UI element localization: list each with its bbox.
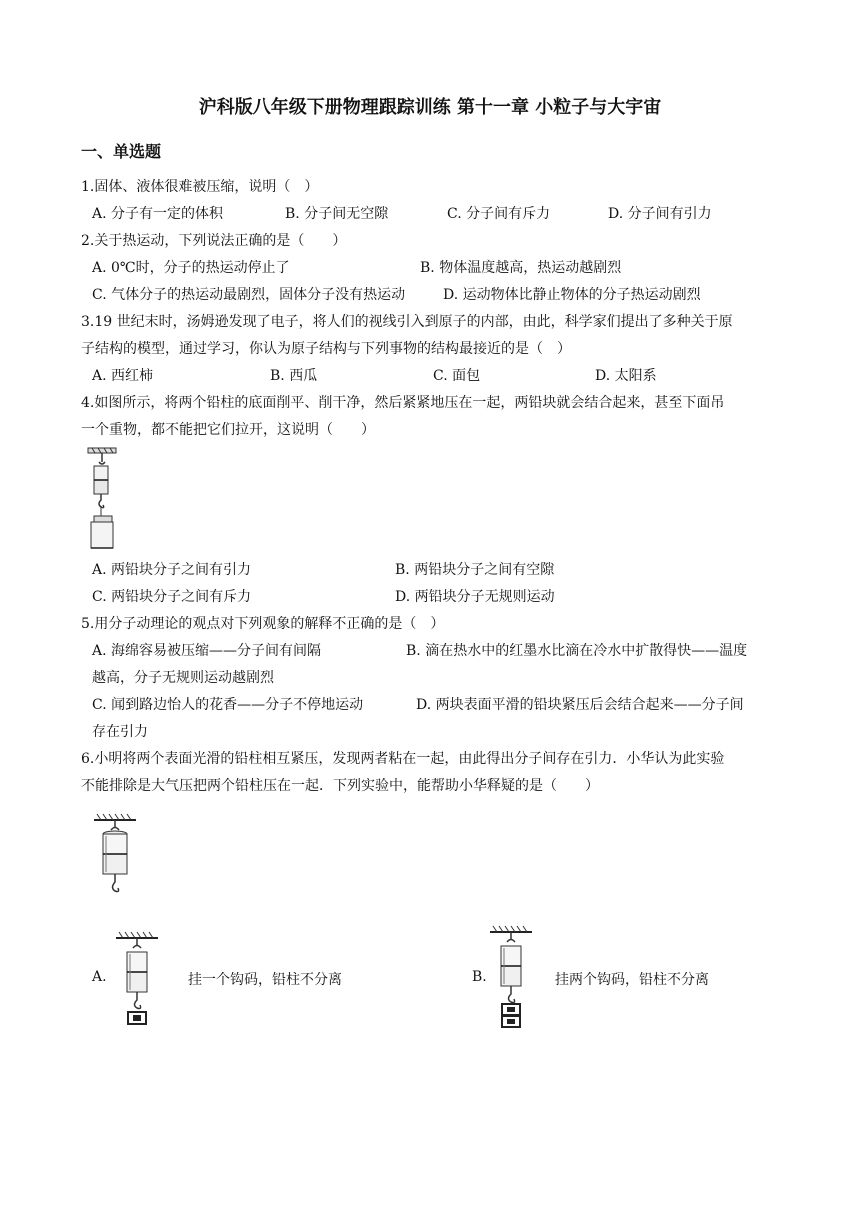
- question-5-option-a[interactable]: A. 海绵容易被压缩——分子间有间隔: [92, 643, 322, 659]
- section-heading: 一、单选题: [81, 142, 162, 161]
- question-4-option-a[interactable]: A. 两铅块分子之间有引力: [92, 562, 252, 578]
- question-1-option-c[interactable]: C. 分子间有斥力: [447, 206, 551, 222]
- question-2-option-b[interactable]: B. 物体温度越高，热运动越剧烈: [420, 260, 622, 276]
- question-2-option-d[interactable]: D. 运动物体比静止物体的分子热运动剧烈: [443, 287, 701, 303]
- question-6-lead-cylinder-figure: [92, 812, 138, 898]
- question-4-option-b[interactable]: B. 两铅块分子之间有空隙: [395, 562, 555, 578]
- question-6-option-a-text[interactable]: 挂一个钩码，铅柱不分离: [188, 972, 342, 988]
- question-3-option-d[interactable]: D. 太阳系: [595, 368, 657, 384]
- question-5-option-b-line-2[interactable]: 越高，分子无规则运动越剧烈: [92, 670, 274, 686]
- question-4-option-d[interactable]: D. 两铅块分子无规则运动: [395, 589, 555, 605]
- question-5-option-b-line-1[interactable]: B. 滴在热水中的红墨水比滴在冷水中扩散得快——温度: [406, 643, 748, 659]
- question-2-stem: 2.关于热运动，下列说法正确的是（ ）: [81, 233, 347, 249]
- question-3-option-b[interactable]: B. 西瓜: [270, 368, 318, 384]
- question-5-option-c[interactable]: C. 闻到路边怡人的花香——分子不停地运动: [92, 697, 364, 713]
- question-4-option-c[interactable]: C. 两铅块分子之间有斥力: [92, 589, 252, 605]
- question-6-option-a-label[interactable]: A.: [92, 969, 107, 985]
- question-4-stem-line-1: 4.如图所示，将两个铅柱的底面削平、削干净，然后紧紧地压在一起，两铅块就会结合起来，甚至下面吊: [81, 395, 725, 411]
- question-5-option-d-line-2[interactable]: 存在引力: [92, 724, 148, 740]
- question-1-option-b[interactable]: B. 分子间无空隙: [285, 206, 389, 222]
- question-1-option-a[interactable]: A. 分子有一定的体积: [92, 206, 224, 222]
- question-1-option-d[interactable]: D. 分子间有引力: [608, 206, 712, 222]
- question-2-option-c[interactable]: C. 气体分子的热运动最剧烈，固体分子没有热运动: [92, 287, 406, 303]
- question-6-option-a-figure: [112, 928, 162, 1028]
- question-4-stem-line-2: 一个重物，都不能把它们拉开，这说明（ ）: [81, 422, 375, 438]
- question-5-stem: 5.用分子动理论的观点对下列观象的解释不正确的是（ ）: [81, 616, 445, 632]
- question-6-option-b-label[interactable]: B.: [472, 969, 487, 985]
- question-4-lead-cylinder-figure: [86, 446, 120, 554]
- question-6-stem-line-1: 6.小明将两个表面光滑的铅柱相互紧压，发现两者粘在一起，由此得出分子间存在引力．小华认为此实验: [81, 751, 725, 767]
- question-3-stem-line-2: 子结构的模型，通过学习，你认为原子结构与下列事物的结构最接近的是（ ）: [81, 341, 571, 357]
- page-title: 沪科版八年级下册物理跟踪训练 第十一章 小粒子与大宇宙: [198, 97, 662, 118]
- question-6-option-b-text[interactable]: 挂两个钩码，铅柱不分离: [555, 972, 709, 988]
- question-1-stem: 1.固体、液体很难被压缩，说明（ ）: [81, 179, 319, 195]
- question-5-option-d-line-1[interactable]: D. 两块表面平滑的铅块紧压后会结合起来——分子间: [416, 697, 744, 713]
- question-3-stem-line-1: 3.19 世纪末时，汤姆逊发现了电子，将人们的视线引入到原子的内部，由此，科学家们提出了多种关于原: [81, 314, 733, 330]
- question-6-stem-line-2: 不能排除是大气压把两个铅柱压在一起．下列实验中，能帮助小华释疑的是（ ）: [81, 778, 599, 794]
- question-3-option-a[interactable]: A. 西红柿: [92, 368, 154, 384]
- question-3-option-c[interactable]: C. 面包: [433, 368, 481, 384]
- question-6-option-b-figure: [486, 922, 536, 1030]
- question-2-option-a[interactable]: A. 0℃时，分子的热运动停止了: [92, 260, 290, 276]
